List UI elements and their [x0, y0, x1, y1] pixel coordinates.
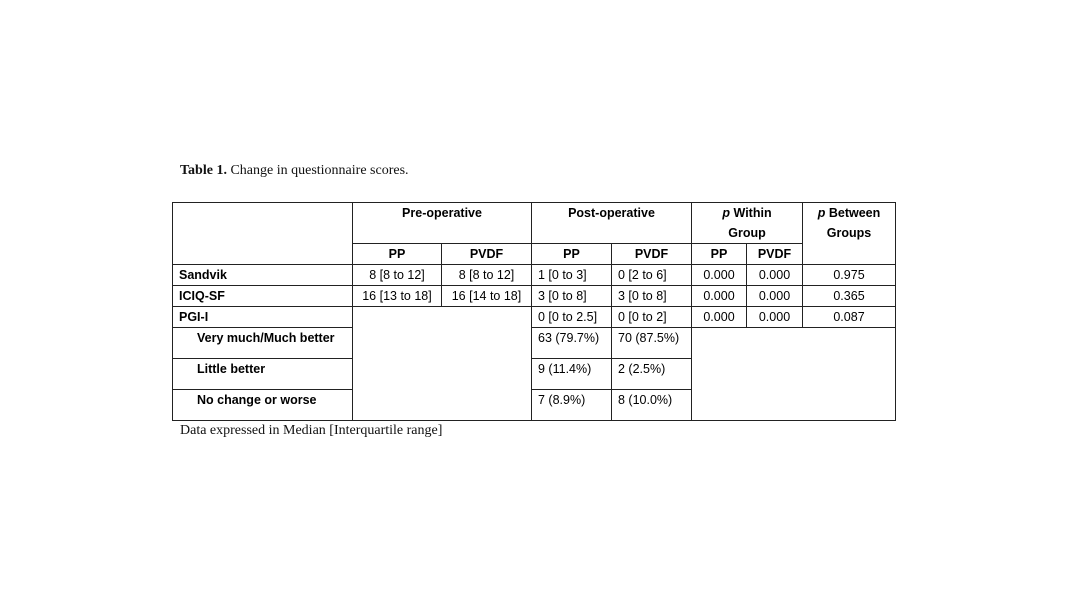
table-footnote: Data expressed in Median [Interquartile range]	[180, 423, 443, 438]
cell-very-much-post-pvdf: 70 (87.5%)	[612, 328, 692, 359]
cell-pgi-within-pvdf: 0.000	[747, 307, 803, 328]
cell-sandvik-post-pvdf: 0 [2 to 6]	[612, 265, 692, 286]
cell-no-change-post-pp: 7 (8.9%)	[532, 390, 612, 421]
empty-preop-block	[353, 307, 532, 421]
cell-sandvik-post-pp: 1 [0 to 3]	[532, 265, 612, 286]
row-label-little-better: Little better	[173, 359, 353, 390]
row-label-pgi-i: PGI-I	[173, 307, 353, 328]
header-within-text: Within	[730, 206, 772, 220]
header-empty-cell	[173, 203, 353, 265]
row-label-iciq-sf: ICIQ-SF	[173, 286, 353, 307]
cell-sandvik-within-pp: 0.000	[692, 265, 747, 286]
table-caption-label: Table 1.	[180, 163, 227, 178]
table-row-very-much-better	[173, 328, 896, 359]
cell-very-much-post-pp: 63 (79.7%)	[532, 328, 612, 359]
cell-no-change-post-pvdf: 8 (10.0%)	[612, 390, 692, 421]
header-pre-pp: PP	[353, 244, 442, 265]
cell-little-post-pvdf: 2 (2.5%)	[612, 359, 692, 390]
cell-iciq-pre-pvdf: 16 [14 to 18]	[442, 286, 532, 307]
cell-iciq-post-pp: 3 [0 to 8]	[532, 286, 612, 307]
table-row-sandvik	[173, 265, 896, 286]
cell-pgi-within-pp: 0.000	[692, 307, 747, 328]
header-p-within-italic: p	[722, 206, 731, 220]
header-within-pp: PP	[692, 244, 747, 265]
cell-little-post-pp: 9 (11.4%)	[532, 359, 612, 390]
header-p-between-groups	[803, 203, 896, 265]
cell-sandvik-pre-pvdf: 8 [8 to 12]	[442, 265, 532, 286]
header-p-within-group	[692, 203, 803, 244]
header-group-text: Group	[728, 226, 766, 240]
cell-iciq-within-pp: 0.000	[692, 286, 747, 307]
cell-pgi-between: 0.087	[803, 307, 896, 328]
cell-iciq-pre-pp: 16 [13 to 18]	[353, 286, 442, 307]
header-post-pvdf: PVDF	[612, 244, 692, 265]
table-caption-text: Change in questionnaire scores.	[226, 163, 409, 178]
header-row-1	[173, 203, 896, 244]
cell-iciq-post-pvdf: 3 [0 to 8]	[612, 286, 692, 307]
empty-p-block	[692, 328, 896, 421]
header-within-pvdf: PVDF	[747, 244, 803, 265]
header-preoperative: Pre-operative	[353, 203, 532, 244]
questionnaire-table	[172, 202, 896, 421]
table-row-iciq-sf	[173, 286, 896, 307]
cell-sandvik-between: 0.975	[803, 265, 896, 286]
row-label-no-change: No change or worse	[173, 390, 353, 421]
header-groups-text: Groups	[826, 226, 872, 240]
table-caption	[180, 163, 409, 179]
header-between-text: Between	[825, 206, 881, 220]
table-row-pgi-i	[173, 307, 896, 328]
row-label-sandvik: Sandvik	[173, 265, 353, 286]
row-label-very-much-better: Very much/Much better	[173, 328, 353, 359]
header-post-pp: PP	[532, 244, 612, 265]
header-pre-pvdf: PVDF	[442, 244, 532, 265]
cell-pgi-post-pp: 0 [0 to 2.5]	[532, 307, 612, 328]
cell-iciq-between: 0.365	[803, 286, 896, 307]
header-postoperative: Post-operative	[532, 203, 692, 244]
cell-iciq-within-pvdf: 0.000	[747, 286, 803, 307]
header-p-between-italic: p	[817, 206, 826, 220]
cell-sandvik-pre-pp: 8 [8 to 12]	[353, 265, 442, 286]
cell-sandvik-within-pvdf: 0.000	[747, 265, 803, 286]
cell-pgi-post-pvdf: 0 [0 to 2]	[612, 307, 692, 328]
